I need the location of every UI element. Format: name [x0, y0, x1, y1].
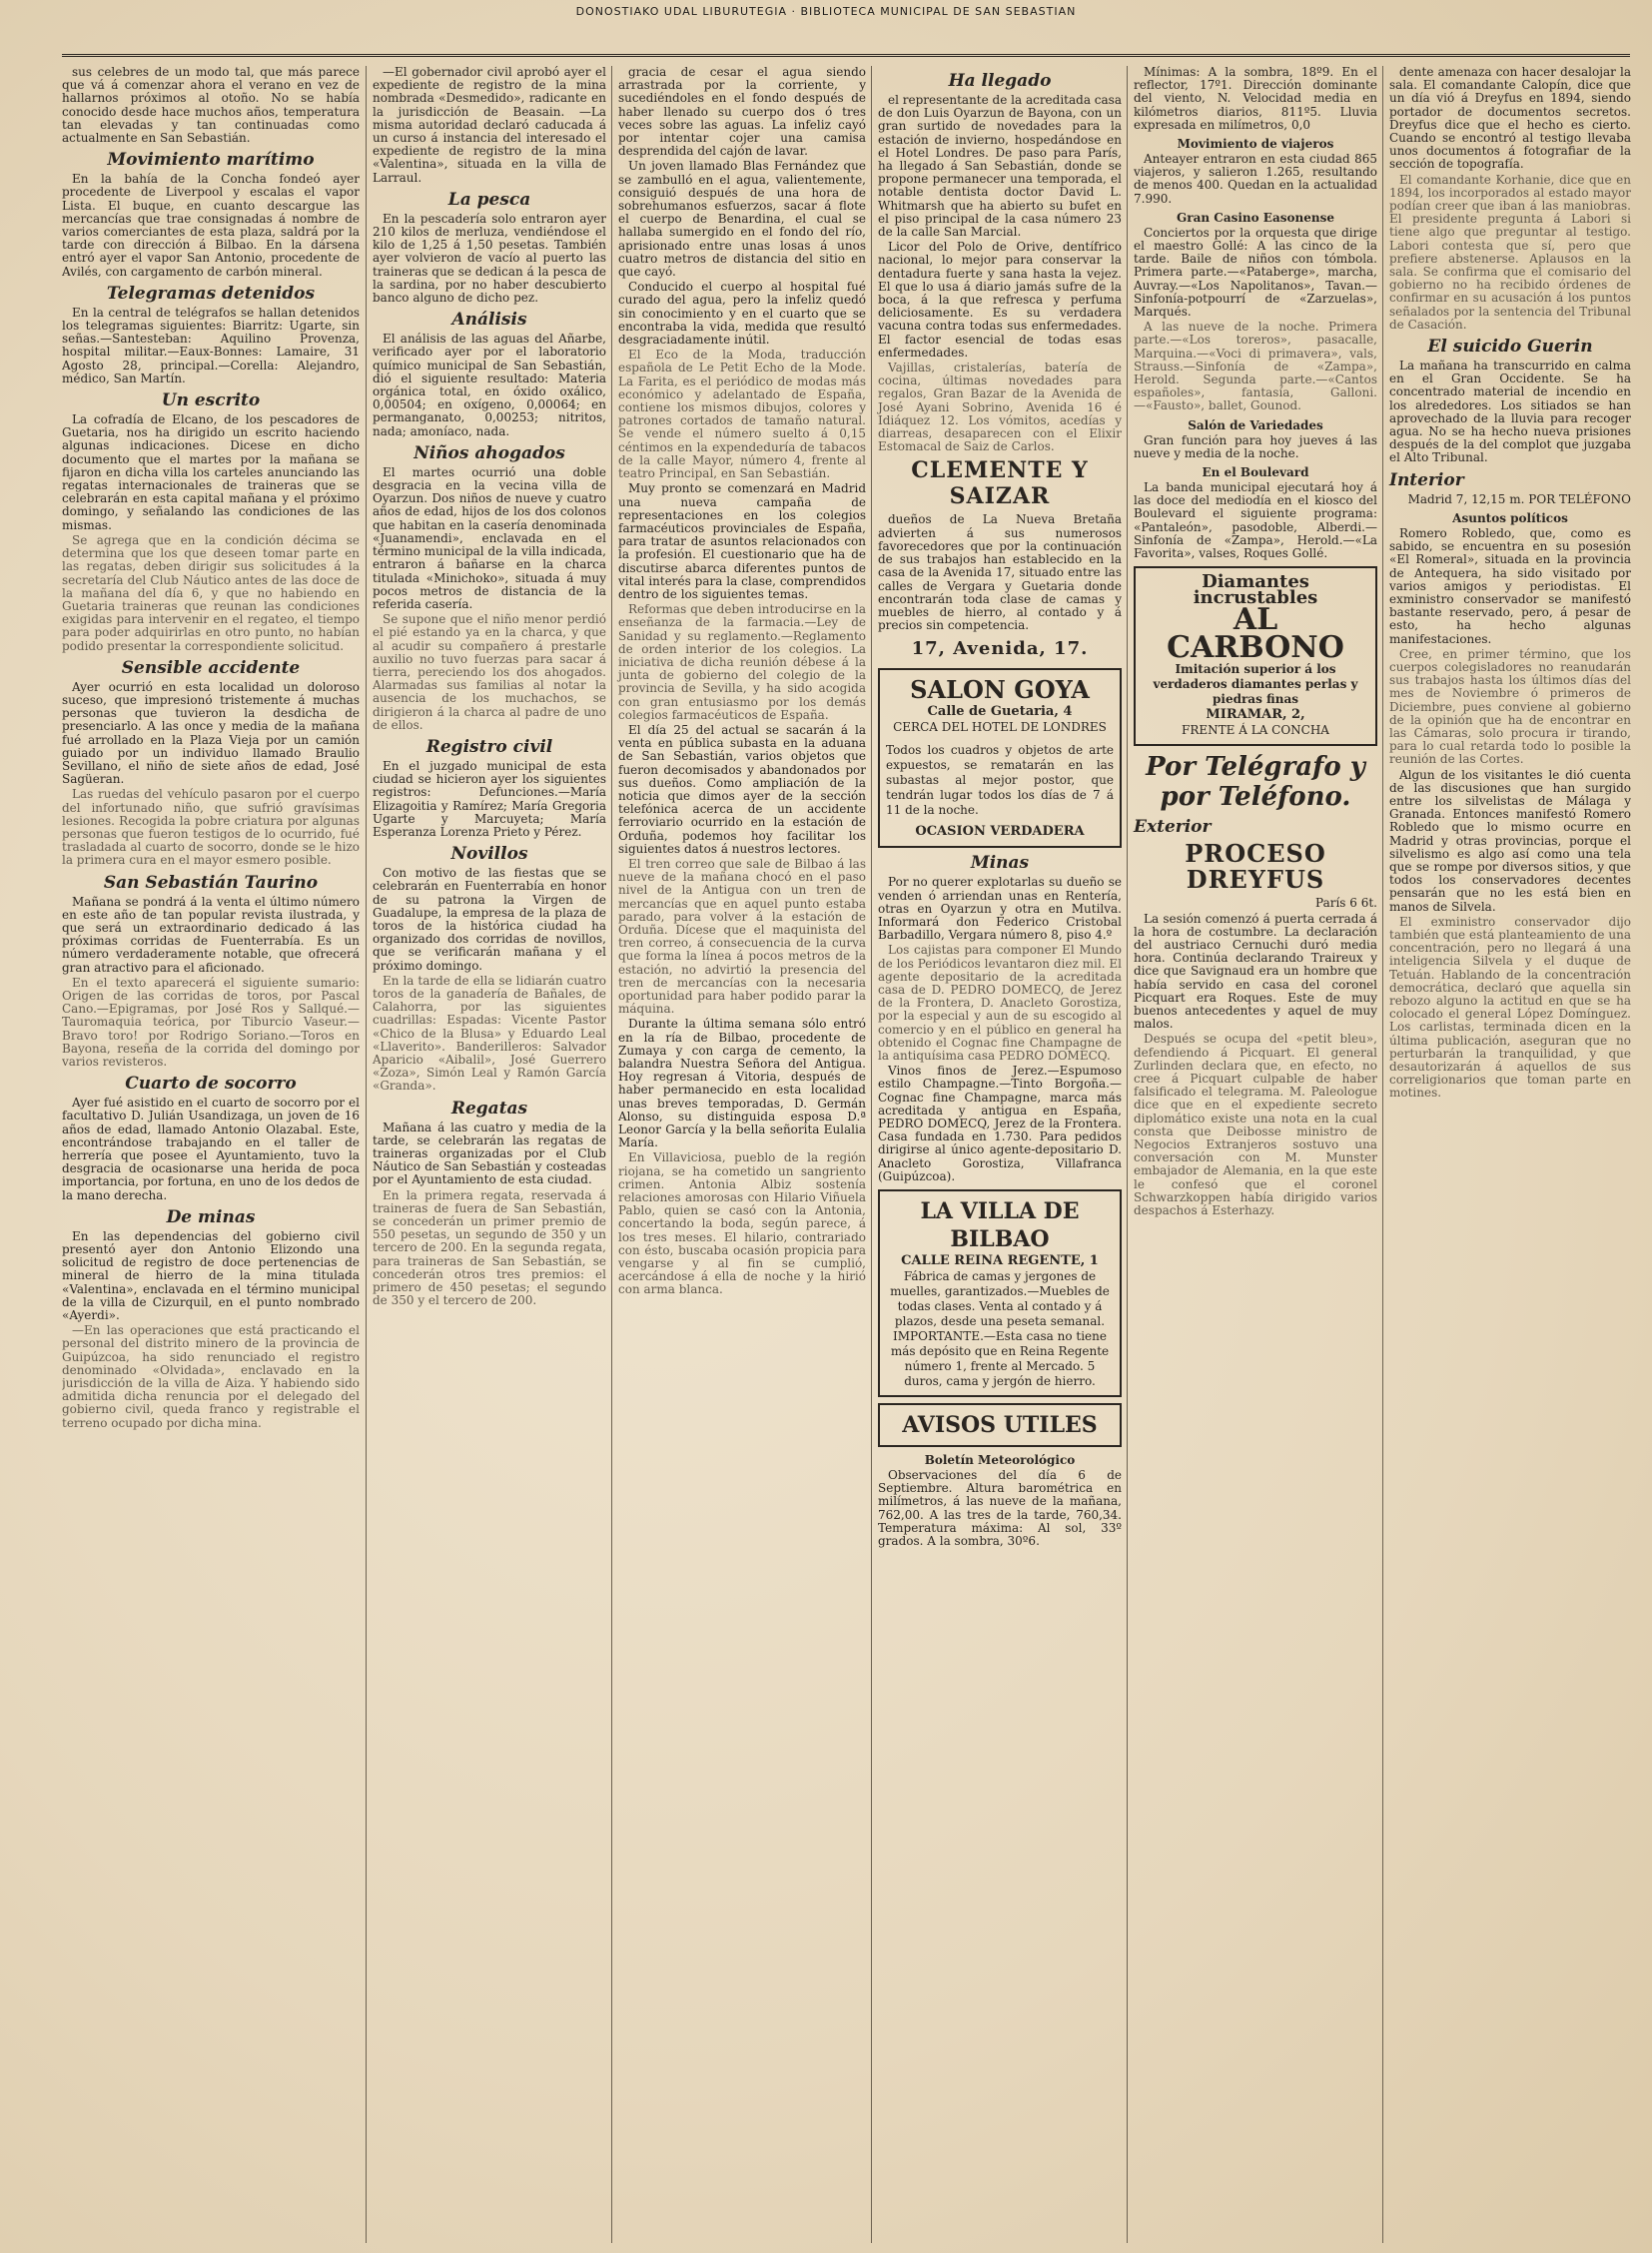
- headline: San Sebastián Taurino: [103, 872, 319, 893]
- article-text: La banda municipal ejecutará hoy á las doce del mediodía en el kiosco del Boulevard el siguiente programa: «Pantaleón», pasodoble, Alberdi.—Sinfonía de «Zampa», Herold.—«La Favorita», valses, Roques Gollé.: [1134, 480, 1377, 561]
- headline: De minas: [166, 1206, 256, 1227]
- column-2: [366, 66, 612, 2243]
- avisos-utiles: [878, 1403, 1122, 1447]
- headline: El suicido Guerin: [1427, 337, 1593, 358]
- article-text: Los cajistas para componer El Mundo de los Periódicos levantaron diez mil. El agente depositario de la acreditada casa de D. PEDRO DOMECQ, de Jerez de la Frontera, D. Anacleto Gorostiza, por la especial y aun de su escogido al comercio y en el público en general ha obtenido el Cognac fine Champagne de la antiquísima casa PEDRO DOMECQ.: [878, 943, 1122, 1063]
- subheadline: En el Boulevard: [1202, 465, 1309, 480]
- ad-salon-goya: [878, 668, 1122, 848]
- article-text: Gran función para hoy jueves á las nueve y media de la noche.: [1134, 432, 1377, 460]
- dateline: París 6 6t.: [1315, 896, 1377, 911]
- article-text: El análisis de las aguas del Añarbe, verificado ayer por el laboratorio químico municipal de San Sebastián, dió el siguiente resultado: Materia orgánica total, en óxido oxálico, 0,00504; en oxígeno, 0,00064; en permanganato, 0,00253; nitritos, nada; amoníaco, nada.: [373, 332, 606, 438]
- article-text: Reformas que deben introducirse en la enseñanza de la farmacia.—Ley de Sanidad y su reglamento.—Reglamento de orden interior de los colegios. La iniciativa de dicha reunión débese á la junta de gobierno del colegio de la provincia de Sevilla, y ha sido acogida con gran entusiasmo por los demás colegios farmacéuticos de España.: [618, 602, 866, 722]
- ad-address: FRENTE Á LA CONCHA: [1182, 723, 1329, 738]
- column-1: [62, 66, 366, 2243]
- section-title: AVISOS UTILES: [902, 1411, 1098, 1438]
- article-text: El Eco de la Moda, traducción española de Le Petit Echo de la Mode. La Farita, es el periódico de modas más económico y adelantado de España, contiene los mismos dibujos, colores y patrones cortados de tamaño natural. Se vende el número suelto á 0,15 céntimos en la expendeduría de tabacos de la calle Mayor, número 4, frente al teatro Principal, en San Sebastián.: [618, 348, 866, 481]
- article-text: Ayer ocurrió en esta localidad un doloroso suceso, que impresionó tristemente á muchas personas que tuvieron la desdicha de presenciarlo. A las once y media de la mañana fué arrollado en la Plaza Vieja por un camión guiado por un individuo llamado Braulio Sevillano, el niño de siete años de edad, José Sagüeran.: [62, 679, 360, 787]
- article-text: En la pescadería solo entraron ayer 210 kilos de merluza, vendiéndose el kilo de 1,25 á 1,50 pesetas. También ayer volvieron de vacío al puerto las traineras que se dedican á la pesca de la sardina, por no haber descubierto banco alguno de dicho pez.: [373, 211, 606, 306]
- ad-text: Fábrica de camas y jergones de muelles, garantizados.—Muebles de todas clases. Venta al contado y á plazos, desde una peseta semanal. IMPORTANTE.—Esta casa no tiene más depósito que en Reina Regente número 1, frente al Mercado. 5 duros, cama y jergón de hierro.: [890, 1268, 1110, 1388]
- article-text: En la bahía de la Concha fondeó ayer procedente de Liverpool y escalas el vapor Lista. El buque, en cuanto descargue las mercancías que trae consignadas á nombre de varios comerciantes de esta plaza, saldrá por la tarde con dirección á Bilbao. En la dársena entró ayer el vapor San Antonio, procedente de Avilés, con cargamento de carbón mineral.: [62, 172, 360, 279]
- article-text: Las ruedas del vehículo pasaron por el cuerpo del infortunado niño, que sufrió gravísimas lesiones. Recogida la pobre criatura por algunas personas que fueron testigos de lo ocurrido, fué trasladada al cuarto de socorro, donde se le hizo la primera cura en el mayor esmero posible.: [62, 787, 360, 868]
- article-text: La cofradía de Elcano, de los pescadores de Guetaria, nos ha dirigido un escrito haciendo algunas indicaciones. Dicese en dicho documento que el martes por la mañana se fijaron en dicha villa los carteles anunciando las regatas internacionales de traineras que se celebrarán en esta capital mañana y el próximo domingo, y señalando las condiciones de las mismas.: [62, 412, 360, 532]
- article-text: En Villaviciosa, pueblo de la región riojana, se ha cometido un sangriento crimen. Antonia Albiz sostenía relaciones amorosas con Hilario Viñuela Pablo, quien se casó con la Antonia, concertando la boda, según parece, á los tres meses. El hilario, contrariado con ésto, buscaba ocasión propicia para vengarse y al fin se cumplió, acercándose á ella de noche y la hirió con arma blanca.: [618, 1150, 866, 1297]
- article-text: El exministro conservador dijo también que está planteamiento de una concentración, pero no llegará á una inteligencia Silvela y el duque de Tetuán. Hablando de la concentración democrática, declaró que aquella sin rebozo alguno la actitud en que se ha colocado el general López Domínguez. Los carlistas, terminada dicen en la última publicación, aseguran que no perturbarán la tranquilidad, y que desautorizarán á aquellos de sus correligionarios que toman parte en motines.: [1389, 914, 1631, 1101]
- headline: Movimiento marítimo: [107, 150, 315, 171]
- article-text: En el juzgado municipal de esta ciudad se hicieron ayer los siguientes registros: Defunciones.—María Elizagoitia y Ramírez; María Gregoria Ugarte y Marcuyeta; María Esperanza Lorenza Prieto y Pérez.: [373, 758, 606, 839]
- ad-subtitle: CALLE REINA REGENTE, 1: [901, 1252, 1099, 1268]
- article-text: La mañana ha transcurrido en calma en el Gran Occidente. Se ha concentrado material de incendio en los alrededores. Los sitiados se han aprovechado de la lluvia para recoger agua. No se ha hecho nueva prisiones después de la del complot que juzgaba el Alto Tribunal.: [1389, 359, 1631, 465]
- ad-subtitle: CERCA DEL HOTEL DE LONDRES: [893, 720, 1107, 735]
- column-6: [1382, 66, 1631, 2243]
- ad-text: Vinos finos de Jerez.—Espumoso estilo Champagne.—Tinto Borgoña.—Cognac fine Champagne, marca más acreditada y antigua en España, PEDRO DOMECQ, Jerez de la Frontera. Casa fundada en 1.730. Para pedidos dirigirse al único agente-depositario D. Anacleto Gorostiza, Villafranca (Guipúzcoa).: [878, 1064, 1122, 1183]
- subheadline: Gran Casino Easonense: [1177, 210, 1334, 225]
- dateline: Madrid 7, 12,15 m. POR TELÉFONO: [1407, 491, 1631, 506]
- article-text: Observaciones del día 6 de Septiembre. Altura barométrica en milímetros, á las nueve de la mañana, 762,00. A las tres de la tarde, 760,34. Temperatura máxima: Al sol, 33º grados. A la sombra, 30º6.: [878, 1467, 1122, 1548]
- article-text: Durante la última semana sólo entró en la ría de Bilbao, procedente de Zumaya y con carga de cemento, la balandra Nuestra Señora del Antigua. Hoy regresan á Vitoria, después de haber permanecido en esta localidad unas breves temporadas, D. Germán Alonso, su distinguida esposa D.ª Leonor García y la bella señorita Eulalia María.: [618, 1017, 866, 1150]
- ad-title: SALON GOYA: [910, 675, 1090, 705]
- headline: Interior: [1389, 469, 1464, 490]
- article-text: Ayer fué asistido en el cuarto de socorro por el facultativo D. Julián Usandizaga, un joven de 16 años de edad, llamado Antonio Olazabal. Este, encontrándose trabajando en el taller de herrería que posee el Ayuntamiento, tuvo la desgracia de ocasionarse una herida de poca importancia, por fortuna, en uno de los dedos de la mano derecha.: [62, 1096, 360, 1202]
- article-text: La sesión comenzó á puerta cerrada á la hora de costumbre. La declaración del austriaco Cernuchi duró media hora. Continúa declarando Traireux y dice que Savignaud era un hombre que había servido en casa del coronel Picquart era Roques. Este de muy buenos antecedentes y aquel de muy malos.: [1134, 911, 1377, 1032]
- article-text: El comandante Korhanie, dice que en 1894, los incorporados al estado mayor podían creer que iban á las maniobras. El presidente pregunta á Labori si tiene algo que preguntar al testigo. Labori contesta que sí, pero que prefiere abstenerse. Aplausos en la sala. Se confirma que el comisario del gobierno no ha recibido órdenes de confirmar en su acusación á los puntos señalados por la sentencia del Tribunal de Casación.: [1389, 172, 1631, 332]
- ad-diamantes: [1134, 566, 1377, 746]
- headline: Un escrito: [161, 390, 261, 411]
- article-text: sus celebres de un modo tal, que más parece que vá á comenzar ahora el verano en vez de hallarnos próximos al otoño. No se había conocido desde hace muchos años, temperatura tan elevadas y tan continuadas como actualmente en San Sebastián.: [62, 66, 360, 146]
- article-text: Algun de los visitantes le dió cuenta de las discusiones que han surgido entre los silvelistas de Málaga y Granada. Entonces manifestó Romero Robledo que lo mismo ocurre en Madrid y otras provincias, porque el silvelismo es algo así como una tela que se rompe por diversos sitios, y que todos los conservadores decentes pensarán que no les está bien en manos de Silvela.: [1389, 767, 1631, 914]
- article-text: Después se ocupa del «petit bleu», defendiendo á Picquart. El general Zurlinden declara que, en efecto, no cree á Picquart culpable de haber falsificado el telegrama. M. Paleologue dice que en el expediente secreto diplomático existe una nota en la cual consta que Deibosse ministro de Negocios Extranjeros sostuvo una conversación con M. Munster embajador de Alemania, en la que este le confesó que el coronel Schwarzkoppen había dirigido varios despachos á Esterhazy.: [1134, 1032, 1377, 1217]
- ad-footer: OCASION VERDADERA: [915, 824, 1085, 840]
- ad-text: Todos los cuadros y objetos de arte expuestos, se rematarán en las subastas al mejor postor, que tendrán lugar todos los días de 7 á 11 de la noche.: [886, 743, 1114, 818]
- ad-villa-bilbao: [878, 1189, 1122, 1397]
- article-text: El martes ocurrió una doble desgracia en la vecina villa de Oyarzun. Dos niños de nueve y cuatro años de edad, hijos de los dos colonos que habitan en la casería denominada «Juanamendi», enclavada en el término municipal de la villa indicada, entraron á bañarse en la charca titulada «Minichoko», situada á muy pocos metros de distancia de la referida casería.: [373, 464, 606, 611]
- article-text: Un joven llamado Blas Fernández que se zambulló en el agua, valientemente, consiguió después de una hora de sobrehumanos esfuerzos, sacar á flote el cuerpo de Benardina, el cual se hallaba sumergido en el fondo del río, aprisionado entre unas losas á unos cuatro metros de distancia del sitio en que cayó.: [618, 159, 866, 280]
- headline: Exterior: [1134, 817, 1212, 838]
- article-text: El tren correo que sale de Bilbao á las nueve de la mañana chocó en el paso nivel de la Antigua con un tren de mercancías que en aquel punto estaba parado, para volver á la estación de Orduña. Dícese que el maquinista del tren correo, á consecuencia de la curva que forma la línea á pocos metros de la estación, no advirtió la presencia del tren de mercancías con la necesaria oportunidad para haber podido parar la máquina.: [618, 856, 866, 1017]
- headline-dreyfus: PROCESO DREYFUS: [1185, 839, 1326, 895]
- article-text: En la tarde de ella se lidiarán cuatro toros de la ganadería de Bañales, de Calahorra, por las siguientes cuadrillas: Espadas: Vicente Pastor «Chico de la Blusa» y Eduardo Leal «Llaverito». Banderilleros: Salvador Aparicio «Aibalil», José Guerrero «Zoza», Simón Leal y Ramón García «Granda».: [373, 973, 606, 1094]
- article-text: Mañana se pondrá á la venta el último número en este año de tan popular revista ilustrada, y que será un extraordinario dedicado á las próximas corridas de Fuenterrabía. Es un número verdaderamente notable, que ofrecerá gran atractivo para el aficionado.: [62, 894, 360, 975]
- section-banner: Por Telégrafo y por Teléfono.: [1146, 752, 1365, 813]
- article-text: El día 25 del actual se sacarán á la venta en pública subasta en la aduana de San Sebastián, varios objetos que fueron decomisados y abandonados por sus dueños. Como ampliación de la noticia que dimos ayer de la sección telefónica acerca de un accidente ferroviario ocurrido en la estación de Orduña, podemos hoy facilitar los siguientes datos á nuestros lectores.: [618, 722, 866, 856]
- article-text: Mañana á las cuatro y media de la tarde, se celebrarán las regatas de traineras organizadas por el Club Náutico de San Sebastián y costeadas por el Ayuntamiento de esta ciudad.: [373, 1120, 606, 1187]
- article-text: Vajillas, cristalerías, batería de cocina, últimas novedades para regalos, Gran Bazar de la Avenida de José Ayani Sobrino, Avenida 16 é Idiáquez 12. Los vómitos, acedías y diarreas, desaparecen con el Elixir Estomacal de Saiz de Carlos.: [878, 361, 1122, 454]
- article-text: gracia de cesar el agua siendo arrastrada por la corriente, y sucediéndoles en el fondo después de haber llenado su cuerpo dos ó tres veces sobre las aguas. La infeliz cayó por intentar cojer una camisa desprendida del cajón de lavar.: [618, 66, 866, 159]
- ad-title: Diamantes incrustables: [1193, 571, 1318, 609]
- headline: Minas: [970, 853, 1030, 874]
- article-text: Conciertos por la orquesta que dirige el maestro Gollé: A las cinco de la tarde. Baile de niños con tómbola. Primera parte.—«Pataberge», marcha, Auvray.—«Los Napolitanos», Tavan.—Sinfonía-potpourrí de «Zarzuelas», Marqués.: [1134, 225, 1377, 320]
- ad-text: Imitación superior á los verdaderos diamantes perlas y piedras finas: [1153, 662, 1358, 707]
- columns: [62, 66, 1630, 2243]
- ad-subtitle: Calle de Guetaria, 4: [927, 704, 1073, 720]
- subheadline: Asuntos políticos: [1452, 510, 1568, 525]
- headline: Regatas: [450, 1098, 528, 1119]
- subheadline: Movimiento de viajeros: [1177, 137, 1334, 152]
- article-text: Se supone que el niño menor perdió el pié estando ya en la charca, y que al acudir su compañero á prestarle auxilio no tuvo fuerzas para sacar á tierra, pereciendo los dos ahogados. Alarmadas sus familias al notar la ausencia de los muchachos, se dirigieron á la charca al padre de uno de ellos.: [373, 612, 606, 732]
- article-text: En la central de telégrafos se hallan detenidos los telegramas siguientes: Biarritz: Ugarte, sin señas.—Santesteban: Aquilino Provenza, hospital militar.—Eaux-Bonnes: Lamaire, 31 Agosto 28, principal.—Corella: Alejandro, médico, San Martín.: [62, 305, 360, 385]
- ad-address: MIRAMAR, 2,: [1206, 707, 1305, 723]
- headline: Análisis: [451, 310, 527, 331]
- headline: Sensible accidente: [121, 657, 301, 678]
- article-text: —En las operaciones que está practicando el personal del distrito minero de la provincia de Guipúzcoa, ha sido renunciado el registro denominado «Olvidada», enclavado en la jurisdicción de la villa de Aiza. Y habiendo sido admitida dicha renuncia por el delegado del gobierno civil, queda franco y registrable el terreno ocupado por dicha mina.: [62, 1323, 360, 1430]
- ad-text: dueños de La Nueva Bretaña advierten á sus numerosos favorecedores que por la continuación de sus trabajos han establecido en la casa de la Avenida 17, situado entre las calles de Vergara y Guetaria donde encontrarán toda clase de camas y muebles de hierro, al contado y á precios sin competencia.: [878, 512, 1122, 633]
- article-text: Mínimas: A la sombra, 18º9. En el reflector, 17º1. Dirección dominante del viento, N. Velocidad media en kilómetros diarios, 811º5. Lluvia expresada en milímetros, 0,0: [1134, 66, 1377, 132]
- headline: Ha llegado: [948, 71, 1052, 91]
- subheadline: Salón de Variedades: [1188, 417, 1323, 432]
- article-text: En las dependencias del gobierno civil presentó ayer don Antonio Elizondo una solicitud de registro de doce pertenencias de mineral de hierro de la mina titulada «Valentina», enclavada en el término municipal de la villa de Cizurquil, en el punto nombrado «Ayerdi».: [62, 1228, 360, 1323]
- ad-title: LA VILLA DE BILBAO: [920, 1197, 1080, 1252]
- subheadline: Boletín Meteorológico: [924, 1452, 1076, 1467]
- article-text: Por no querer explotarlas su dueño se venden ó arriendan unas en Rentería, otras en Oyarzun y otra en Mutilva. Informará don Federico Cristobal Barbadillo, Vergara número 8, piso 4.º: [878, 875, 1122, 943]
- ad-title: AL CARBONO: [1167, 602, 1344, 666]
- top-rule: [62, 54, 1630, 57]
- article-text: Muy pronto se comenzará en Madrid una nueva campaña de representaciones en los colegios farmacéuticos provinciales de España, para tratar de asuntos relacionados con la profesión. El cuestionario que ha de discutirse abarca diferentes puntos de vital interés para la clase, comprendidos dentro de los siguientes temas.: [618, 481, 866, 601]
- headline: Cuarto de socorro: [125, 1074, 297, 1095]
- column-3: [611, 66, 872, 2243]
- column-5: [1127, 66, 1383, 2243]
- headline: Registro civil: [425, 736, 553, 757]
- headline: La pesca: [447, 189, 531, 210]
- article-text: Anteayer entraron en esta ciudad 865 viajeros, y salieron 1.265, resultando de menos 400. Quedan en la actualidad 7.990.: [1134, 152, 1377, 206]
- library-header: DONOSTIAKO UDAL LIBURUTEGIA · BIBLIOTECA MUNICIPAL DE SAN SEBASTIAN: [575, 5, 1077, 18]
- article-text: Romero Robledo, que, como es sabido, se encuentra en su posesión «El Romeral», situada en la provincia de Antequera, ha sido visitado por varios amigos y periodistas. El exministro conservador se manifestó bastante reservado, pero, á pesar de esto, ha hecho algunas manifestaciones.: [1389, 525, 1631, 646]
- ad-address: 17, Avenida, 17.: [911, 638, 1089, 660]
- column-4: [871, 66, 1128, 2243]
- article-text: Se agrega que en la condición décima se determina que los que deseen tomar parte en las regatas, deben dirigir sus solicitudes á la secretaría del Club Náutico antes de las doce de la mañana del día 6, y que no habiendo en Guetaria traineras que reunan las condiciones exigidas para intervenir en el regateo, el tiempo para poder adquirirlas en otro punto, no habían podido presentar la correspondiente solicitud.: [62, 532, 360, 653]
- article-text: A las nueve de la noche. Primera parte.—«Los toreros», pasacalle, Marquina.—«Voci di primavera», vals, Strauss.—Sinfonía de «Zampa», Herold. Segunda parte.—«Cantos españoles», fantasía, Galloni.—«Fausto», ballet, Gounod.: [1134, 320, 1377, 413]
- headline: Niños ahogados: [413, 442, 565, 463]
- article-text: Conducido el cuerpo al hospital fué curado del agua, pero la infeliz quedó sin conocimiento y en el cuarto que se encontraba la vida, medida que resultó desgraciadamente inútil.: [618, 280, 866, 348]
- headline: Novillos: [450, 844, 528, 865]
- headline: Telegramas detenidos: [106, 283, 316, 304]
- article-text: En el texto aparecerá el siguiente sumario: Origen de las corridas de toros, por Pascal Cano.—Epigramas, por José Ros y Sallqué.—Tauromaquia teórica, por Tiburcio Vaseur.—Bravo toro! por Rodrigo Soriano.—Toros en Bayona, reseña de la corrida del domingo por varios revisteros.: [62, 975, 360, 1069]
- article-text: dente amenaza con hacer desalojar la sala. El comandante Calopín, dice que un día vió á Dreyfus en 1894, siendo portador de documentos secretos. Dreyfus dice que el hecho es cierto. Cuando se encontró al testigo llevaba unos documentos á fotografiar de la sección de topografía.: [1389, 66, 1631, 172]
- article-text: Licor del Polo de Orive, dentífrico nacional, lo mejor para conservar la dentadura fuerte y sana hasta la vejez. El que lo usa á diario jamás sufre de la boca, á la que refresca y perfuma deliciosamente. Es su verdadera vacuna contra todas sus enfermedades. El factor esencial de todas esas enfermedades.: [878, 240, 1122, 360]
- article-text: Con motivo de las fiestas que se celebrarán en Fuenterrabía en honor de su patrona la Virgen de Guadalupe, la empresa de la plaza de toros de la histórica ciudad ha organizado dos corridas de novillos, que se verificarán mañana y el próximo domingo.: [373, 866, 606, 973]
- ad-clemente-saizar: CLEMENTE Y SAIZAR: [911, 457, 1089, 510]
- article-text: Cree, en primer término, que los cuerpos colegisladores no reanudarán sus trabajos hasta los últimos días del mes de Noviembre ó primeros de Diciembre, pues conviene al gobierno de la opinión que ha de encontrar en las Cámaras, solo procura ir tirando, para lo cual retarda todo lo posible la reunión de las Cortes.: [1389, 646, 1631, 767]
- article-text: —El gobernador civil aprobó ayer el expediente de registro de la mina nombrada «Desmedido», radicante en la jurisdicción de Beasain. —La misma autoridad declaró caducada á un curso á instancia del interesado el expediente de registro de la mina «Valentina», situada en la villa de Larraul.: [373, 66, 606, 185]
- article-text: el representante de la acreditada casa de don Luis Oyarzun de Bayona, con un gran surtido de novedades para la estación de invierno, hospedándose en el Hotel Londres. De paso para París, ha llegado á San Sebastián, donde se propone permanecer una temporada, el notable dentista doctor David L. Whitmarsh que ha abierto su bufet en el piso principal de la casa número 23 de la calle San Marcial.: [878, 93, 1122, 240]
- article-text: En la primera regata, reservada á traineras de fuera de San Sebastián, se concederán un primer premio de 550 pesetas, un segundo de 350 y un tercero de 200. En la segunda regata, para traineras de San Sebastián, se concederán otros tres premios: el primero de 450 pesetas; el segundo de 350 y el tercero de 200.: [373, 1187, 606, 1308]
